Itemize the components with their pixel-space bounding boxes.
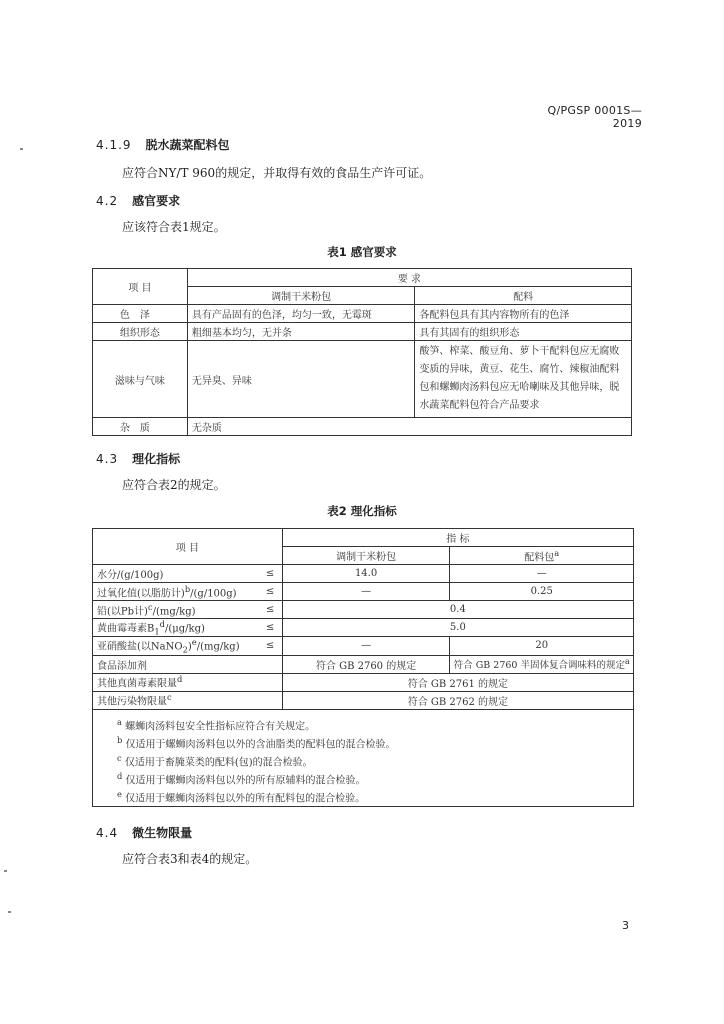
- row-item-cell: [93, 691, 283, 709]
- row-value-a: 14.0: [282, 565, 450, 583]
- section-title: 理化指标: [132, 452, 181, 466]
- subscript: 1: [154, 626, 160, 637]
- row-item: 其他真菌毒素限量: [97, 678, 177, 690]
- row-item-cell: [93, 619, 259, 637]
- note-mark: d: [117, 770, 123, 781]
- row-value-ab: 符合 GB 2761 的规定: [282, 673, 633, 691]
- row-item-cell: [93, 673, 283, 691]
- row-item: 杂质: [93, 418, 188, 436]
- row-value-a: 无异臭、异味: [187, 341, 415, 418]
- note-mark: c: [117, 752, 122, 763]
- note-line: [93, 749, 629, 767]
- row-value-a: —: [282, 583, 450, 601]
- row-item-unit: /(μg/kg): [165, 623, 205, 635]
- note-text: 仅适用于畜腌菜类的配料(包)的混合检验。: [124, 756, 313, 768]
- row-item: 过氧化值(以脂肪计): [97, 588, 185, 600]
- row-value-b: 具有其固有的组织形态: [415, 323, 632, 341]
- row-value-b: 酸笋、榨菜、酸豆角、萝卜干配料包应无腐败变质的异味，黄豆、花生、腐竹、辣椒油配料包和螺蛳肉汤料包应无哈喇味及其他异味，脱水蔬菜配料包符合产品要求: [415, 341, 632, 418]
- scan-speck: [20, 148, 23, 150]
- note-mark: a: [117, 716, 122, 727]
- table-row: [93, 601, 634, 619]
- note-text: 仅适用于螺蛳肉汤料包以外的含油脂类的配料包的混合检验。: [125, 738, 396, 750]
- row-item-cell: [93, 583, 259, 601]
- row-value-a: 具有产品固有的色泽，均匀一致，无霉斑: [187, 305, 415, 323]
- row-item-part: ): [187, 641, 192, 653]
- note-mark: b: [117, 734, 123, 745]
- row-item: 食品添加剂: [93, 655, 283, 673]
- note-line: [93, 785, 629, 803]
- section-4-1-9-text: 应符合NY/T 960的规定，并取得有效的食品生产许可证。: [122, 166, 432, 180]
- section-number: 4.1.9: [96, 138, 132, 152]
- section-4-3-heading: [96, 450, 180, 467]
- row-value-b: 各配料包具有其内容物所有的色泽: [415, 305, 632, 323]
- table-row: [93, 619, 634, 637]
- section-4-4-heading: [96, 824, 192, 841]
- table2-col-rice-noodle: 调制干米粉包: [282, 547, 450, 565]
- table2-caption: 表2 理化指标: [327, 504, 397, 518]
- row-item-unit: /(g/100g): [190, 588, 237, 600]
- page-number: 3: [622, 919, 629, 932]
- table-row: [93, 583, 634, 601]
- row-value-ab: 符合 GB 2762 的规定: [282, 691, 633, 709]
- row-value-a: 符合 GB 2760 的规定: [282, 655, 450, 673]
- table-row: [93, 637, 634, 655]
- footnote-mark: a: [624, 657, 630, 667]
- note-text: 螺蛳肉汤料包安全性指标应符合有关规定。: [125, 720, 316, 732]
- table2-notes: [93, 709, 634, 806]
- row-value-b: 0.25: [450, 583, 634, 601]
- less-equal-symbol: ≤: [258, 565, 282, 583]
- row-item: 铅(以Pb计): [97, 606, 148, 618]
- table1-sensory: [92, 268, 632, 436]
- row-item: 其他污染物限量: [97, 696, 167, 708]
- table-row: [93, 341, 632, 418]
- scan-speck: [8, 911, 11, 913]
- scan-speck: [4, 870, 7, 872]
- table1-caption: 表1 感官要求: [327, 245, 397, 259]
- row-item-cell: [93, 637, 259, 655]
- col-label: 配料包: [524, 552, 555, 564]
- note-line: [93, 731, 629, 749]
- section-number: 4.2: [96, 194, 119, 208]
- row-value-ab: 0.4: [282, 601, 633, 619]
- table-row: [93, 418, 632, 436]
- section-4-1-9-heading: [96, 136, 230, 153]
- row-value-b-cell: [450, 655, 634, 673]
- row-item: 黄曲霉毒素B: [97, 623, 155, 635]
- section-title: 微生物限量: [132, 826, 193, 840]
- row-item-unit: /(mg/kg): [196, 641, 240, 653]
- row-value-a: —: [282, 637, 450, 655]
- table-row: [93, 305, 632, 323]
- section-4-2-text: 应该符合表1规定。: [122, 220, 226, 234]
- section-4-3-text: 应符合表2的规定。: [122, 478, 226, 492]
- table2-header-index: 指 标: [282, 529, 633, 547]
- note-line: [93, 713, 629, 731]
- table-row: [93, 691, 634, 709]
- footnote-mark: c: [167, 692, 172, 703]
- table2-header-item: 项 目: [93, 529, 283, 565]
- row-item: 色泽: [93, 305, 188, 323]
- table1-header-item: 项 目: [93, 269, 188, 305]
- less-equal-symbol: ≤: [258, 637, 282, 655]
- table2-col-ingredient-pack: [450, 547, 634, 565]
- note-text: 仅适用于螺蛳肉汤料包以外的所有配料包的混合检验。: [125, 792, 366, 804]
- note-line: [93, 767, 629, 785]
- table-row: [93, 673, 634, 691]
- section-title: 脱水蔬菜配料包: [145, 138, 230, 152]
- row-item: 水分/(g/100g): [93, 565, 259, 583]
- section-number: 4.4: [96, 826, 119, 840]
- table-row: [93, 323, 632, 341]
- row-value-ab: 5.0: [282, 619, 633, 637]
- row-value-b: 20: [450, 637, 634, 655]
- row-item: 组织形态: [93, 323, 188, 341]
- section-title: 感官要求: [132, 194, 181, 208]
- table1-col-rice-noodle: 调制干米粉包: [187, 287, 415, 305]
- row-value-a: 粗细基本均匀，无并条: [187, 323, 415, 341]
- table2-physicochemical: [92, 528, 634, 807]
- footnote-mark: d: [177, 674, 183, 685]
- less-equal-symbol: ≤: [258, 583, 282, 601]
- less-equal-symbol: ≤: [258, 619, 282, 637]
- row-item: 亚硝酸盐(以NaNO: [97, 641, 183, 653]
- row-value-b: —: [450, 565, 634, 583]
- subscript: 2: [182, 644, 188, 655]
- footnote-mark: c: [147, 601, 153, 612]
- less-equal-symbol: ≤: [258, 601, 282, 619]
- footnote-mark: e: [191, 637, 197, 648]
- footnote-mark: d: [159, 619, 166, 629]
- table-row: [93, 655, 634, 673]
- section-4-4-text: 应符合表3和表4的规定。: [122, 852, 258, 866]
- row-item-unit: /(mg/kg): [152, 606, 196, 618]
- note-mark: e: [117, 788, 122, 799]
- row-item: 滋味与气味: [93, 341, 188, 418]
- section-number: 4.3: [96, 452, 119, 466]
- row-value-ab: 无杂质: [187, 418, 631, 436]
- document-id: Q/PGSP 0001S—2019: [547, 104, 642, 130]
- section-4-2-heading: [96, 192, 180, 209]
- table-row: [93, 565, 634, 583]
- note-text: 仅适用于螺蛳肉汤料包以外的所有原辅料的混合检验。: [125, 774, 366, 786]
- footnote-mark: a: [554, 547, 560, 558]
- table1-header-requirement: 要 求: [187, 269, 631, 287]
- row-value-b: 符合 GB 2760 半固体复合调味料的规定: [453, 660, 625, 672]
- row-item-cell: [93, 601, 259, 619]
- footnote-mark: b: [184, 583, 191, 594]
- table1-col-ingredients: 配料: [415, 287, 632, 305]
